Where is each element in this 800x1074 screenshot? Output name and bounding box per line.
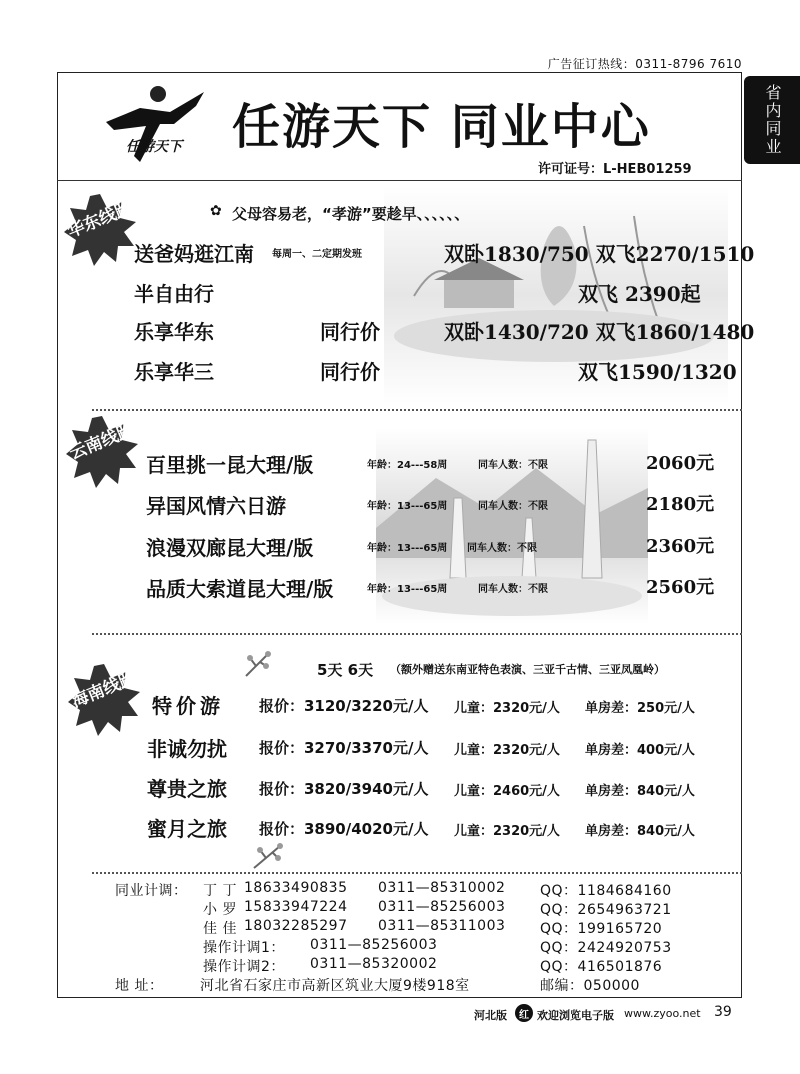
yunnan-route-age: 年龄：24---58周 xyxy=(367,460,448,471)
east-route-price: 双卧1430/720 双飞1860/1480 xyxy=(444,320,755,344)
hainan-extra: （额外赠送东南亚特色表演、三亚千古情、三亚凤凰岭） xyxy=(390,663,665,676)
flower-sprig-icon xyxy=(242,650,272,678)
contact-phone: 0311—85320002 xyxy=(310,956,438,972)
east-badge-label: 华东线路 xyxy=(64,197,136,243)
hainan-badge-label: 海南线路 xyxy=(68,667,140,713)
contact-name: 丁 丁 xyxy=(203,883,237,899)
yunnan-route-age: 年龄：13---65周 xyxy=(367,543,448,554)
contact-mobile: 18032285297 xyxy=(244,918,348,934)
hainan-route-quote: 报价：3120/3220元/人 xyxy=(259,697,429,715)
flower-sprig-icon xyxy=(250,840,284,870)
footer-welcome: 欢迎浏览电子版 xyxy=(537,1009,614,1022)
contact-name: 小 罗 xyxy=(203,902,237,918)
yunnan-route-price: 2180元 xyxy=(646,494,715,515)
east-route-name: 乐享华东 xyxy=(134,320,214,344)
contact-phone: 0311—85256003 xyxy=(378,899,506,915)
side-tab-label: 省内同业 xyxy=(763,84,782,156)
yunnan-route-age: 年龄：13---65周 xyxy=(367,584,448,595)
yunnan-route-name: 浪漫双廊昆大理/版 xyxy=(146,536,314,560)
east-route-name: 乐享华三 xyxy=(134,360,214,384)
hainan-route-quote: 报价：3820/3940元/人 xyxy=(259,780,429,798)
hainan-route-child: 儿童：2460元/人 xyxy=(454,784,560,799)
contact-mobile: 18633490835 xyxy=(244,880,348,896)
east-route-price: 双飞1590/1320 xyxy=(578,360,737,384)
yunnan-route-name: 百里挑一昆大理/版 xyxy=(146,453,314,477)
contact-qq: QQ：1184684160 xyxy=(540,883,672,899)
hainan-route-child: 儿童：2320元/人 xyxy=(454,743,560,758)
hainan-days: 5天 6天 xyxy=(317,661,374,679)
east-route-note: 同行价 xyxy=(320,360,380,384)
contact-mobile: 15833947224 xyxy=(244,899,348,915)
east-route-price: 双卧1830/750 双飞2270/1510 xyxy=(444,242,755,266)
contacts-label: 同业计调： xyxy=(115,883,188,899)
contact-name: 佳 佳 xyxy=(203,921,237,937)
east-route-note: 同行价 xyxy=(320,320,380,344)
east-route-price: 双飞 2390起 xyxy=(578,282,701,306)
section-divider xyxy=(92,409,742,411)
yunnan-route-group: 同车人数：不限 xyxy=(478,584,548,595)
license-number: 许可证号：L-HEB01259 xyxy=(538,162,692,177)
contact-phone: 0311—85256003 xyxy=(310,937,438,953)
brand-logo-text: 任游天下 xyxy=(126,139,182,155)
contact-qq: QQ：2424920753 xyxy=(540,940,672,956)
footer-url[interactable]: www.zyoo.net xyxy=(624,1007,701,1020)
header-divider xyxy=(57,180,742,181)
hainan-route-quote: 报价：3270/3370元/人 xyxy=(259,739,429,757)
hainan-route-single: 单房差：250元/人 xyxy=(585,701,695,716)
hainan-route-single: 单房差：400元/人 xyxy=(585,743,695,758)
hainan-route-name: 尊贵之旅 xyxy=(147,777,227,801)
hainan-route-name: 特价游 xyxy=(152,694,224,718)
contact-qq: QQ：416501876 xyxy=(540,959,663,975)
contact-qq: QQ：2654963721 xyxy=(540,902,672,918)
hainan-route-name: 蜜月之旅 xyxy=(147,817,227,841)
hainan-route-quote: 报价：3890/4020元/人 xyxy=(259,820,429,838)
contact-phone: 0311—85311003 xyxy=(378,918,506,934)
hainan-badge xyxy=(68,664,140,736)
east-route-name: 半自由行 xyxy=(134,282,214,306)
section-divider xyxy=(92,872,742,874)
hainan-route-single: 单房差：840元/人 xyxy=(585,784,695,799)
east-route-name: 送爸妈逛江南 xyxy=(134,242,254,266)
yunnan-route-group: 同车人数：不限 xyxy=(467,543,537,554)
footer-edition: 河北版 xyxy=(474,1009,507,1022)
yunnan-route-price: 2360元 xyxy=(646,536,715,557)
yunnan-route-name: 品质大索道昆大理/版 xyxy=(146,577,334,601)
yunnan-route-group: 同车人数：不限 xyxy=(478,501,548,512)
east-route-note: 每周一、二定期发班 xyxy=(272,249,362,260)
section-divider xyxy=(92,633,742,635)
contact-phone: 0311—85310002 xyxy=(378,880,506,896)
yunnan-badge-label: 云南线路 xyxy=(66,419,138,465)
yunnan-badge xyxy=(66,416,138,488)
hainan-route-child: 儿童：2320元/人 xyxy=(454,824,560,839)
yunnan-route-price: 2060元 xyxy=(646,453,715,474)
hainan-route-single: 单房差：840元/人 xyxy=(585,824,695,839)
contact-qq: QQ：199165720 xyxy=(540,921,663,937)
east-badge xyxy=(64,194,136,266)
footer-badge: 红 xyxy=(515,1004,533,1022)
brand-logo-icon xyxy=(100,84,212,174)
yunnan-route-name: 异国风情六日游 xyxy=(146,494,286,518)
address-label: 地 址： xyxy=(115,978,164,994)
address: 河北省石家庄市高新区筑业大厦9楼918室 xyxy=(200,978,470,994)
ad-hotline: 广告征订热线：0311-8796 7610 xyxy=(547,57,742,71)
yunnan-route-price: 2560元 xyxy=(646,577,715,598)
hainan-route-child: 儿童：2320元/人 xyxy=(454,701,560,716)
yunnan-route-age: 年龄：13---65周 xyxy=(367,501,448,512)
side-tab xyxy=(744,76,800,164)
yunnan-route-group: 同车人数：不限 xyxy=(478,460,548,471)
east-slogan: 父母容易老，“孝游”要趁早、、、、、、 xyxy=(232,205,470,223)
flower-icon: ✿ xyxy=(210,203,222,219)
zip-code: 邮编：050000 xyxy=(540,978,640,994)
hainan-route-name: 非诚勿扰 xyxy=(147,737,227,761)
page-number: 39 xyxy=(714,1004,732,1020)
page-title: 任游天下 同业中心 xyxy=(232,99,651,155)
contact-name: 操作计调2： xyxy=(203,959,285,975)
contact-name: 操作计调1： xyxy=(203,940,285,956)
